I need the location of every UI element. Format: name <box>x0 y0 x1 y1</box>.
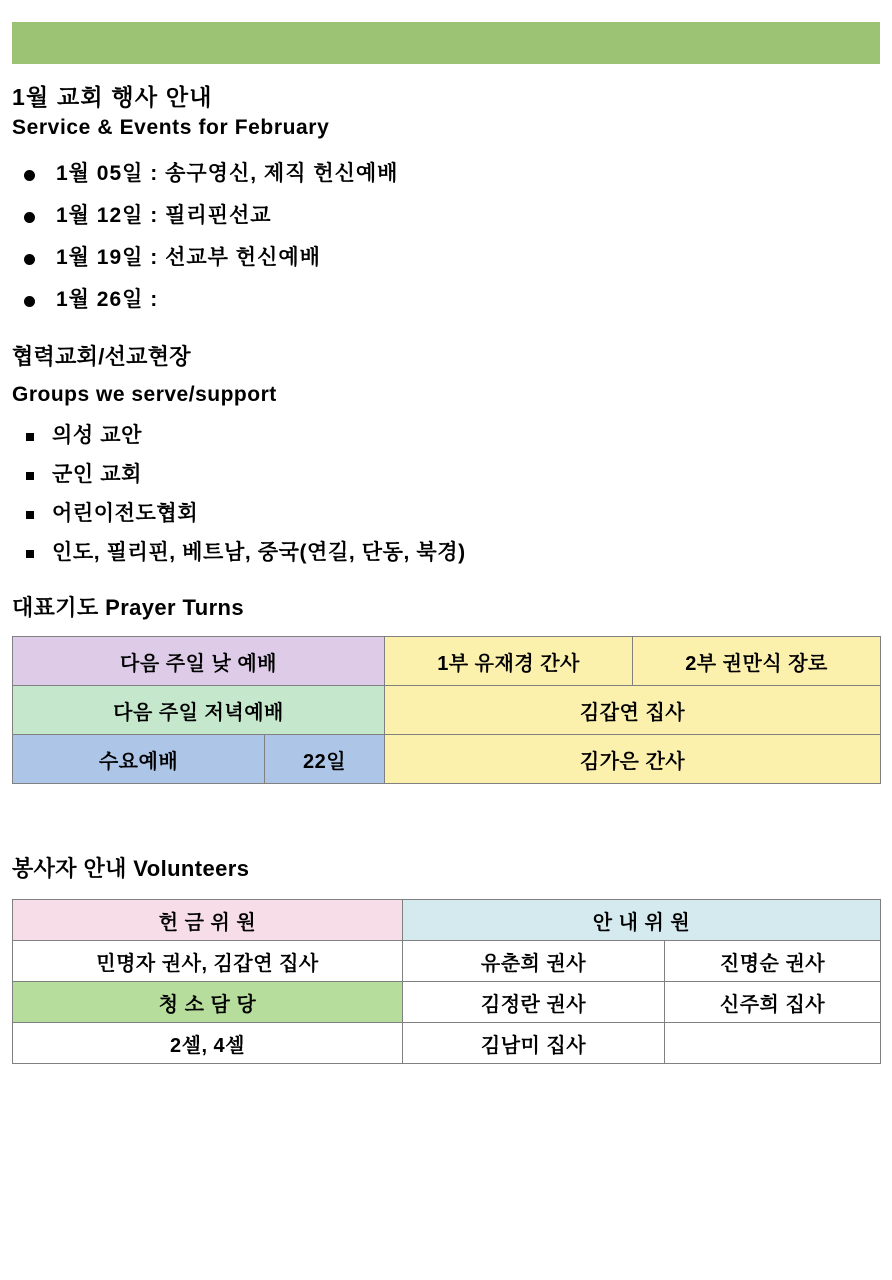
list-item <box>12 289 880 310</box>
volunteers-header-right: 안 내 위 원 <box>403 900 881 941</box>
volunteers-row2-right: 신주희 집사 <box>665 982 881 1023</box>
prayer-row2-value: 김갑연 집사 <box>385 686 881 735</box>
section-spacer <box>12 784 880 842</box>
bullet-square-icon <box>26 511 34 519</box>
table-row <box>13 686 881 735</box>
document-page <box>0 22 892 1280</box>
bullet-disc-icon <box>24 212 35 223</box>
volunteers-header-left: 헌 금 위 원 <box>13 900 403 941</box>
groups-list <box>12 425 880 563</box>
event-text: 1월 19일 : 선교부 헌신예배 <box>56 246 321 270</box>
volunteers-row3-mid: 김남미 집사 <box>403 1023 665 1064</box>
prayer-row1-cell2: 2부 권만식 장로 <box>633 637 881 686</box>
volunteers-title: 봉사자 안내 Volunteers <box>12 856 250 882</box>
group-text: 인도, 필리핀, 베트남, 중국(연길, 단동, 북경) <box>52 541 466 565</box>
volunteers-row2-left: 청 소 담 당 <box>13 982 403 1023</box>
bullet-disc-icon <box>24 254 35 265</box>
bullet-square-icon <box>26 472 34 480</box>
list-item <box>12 425 880 446</box>
list-item <box>12 205 880 226</box>
prayer-row1-cell1: 1부 유재경 간사 <box>385 637 633 686</box>
bullet-disc-icon <box>24 170 35 181</box>
group-text: 의성 교안 <box>52 424 142 448</box>
prayer-row3-value: 김가은 간사 <box>385 735 881 784</box>
table-row <box>13 941 881 982</box>
groups-title-korean: 협력교회/선교현장 <box>12 344 191 370</box>
events-list <box>12 163 880 310</box>
table-row <box>13 1023 881 1064</box>
table-row <box>13 982 881 1023</box>
bullet-square-icon <box>26 433 34 441</box>
prayer-row3-label: 수요예배 <box>13 735 265 784</box>
prayer-row3-date: 22일 <box>265 735 385 784</box>
list-item <box>12 163 880 184</box>
groups-title-english: Groups we serve/support <box>12 383 277 407</box>
events-title-english: Service & Events for February <box>12 116 330 140</box>
volunteers-row3-right <box>665 1023 881 1064</box>
volunteers-row1-left: 민명자 권사, 김갑연 집사 <box>13 941 403 982</box>
event-text: 1월 26일 : <box>56 288 159 312</box>
bullet-square-icon <box>26 550 34 558</box>
table-row <box>13 637 881 686</box>
event-text: 1월 05일 : 송구영신, 제직 헌신예배 <box>56 162 399 186</box>
prayer-turns-table <box>12 636 881 784</box>
volunteers-row1-mid: 유춘희 권사 <box>403 941 665 982</box>
bullet-disc-icon <box>24 296 35 307</box>
table-row <box>13 735 881 784</box>
events-title-korean: 1월 교회 행사 안내 <box>12 84 213 110</box>
list-item <box>12 503 880 524</box>
group-text: 어린이전도협회 <box>52 502 199 526</box>
prayer-turns-title: 대표기도 Prayer Turns <box>12 595 245 621</box>
volunteers-row1-right: 진명순 권사 <box>665 941 881 982</box>
volunteers-row2-mid: 김정란 권사 <box>403 982 665 1023</box>
table-row <box>13 900 881 941</box>
prayer-row1-label: 다음 주일 낮 예배 <box>13 637 385 686</box>
green-header-banner <box>12 22 880 64</box>
prayer-row2-label: 다음 주일 저녁예배 <box>13 686 385 735</box>
volunteers-table <box>12 899 881 1064</box>
event-text: 1월 12일 : 필리핀선교 <box>56 204 272 228</box>
group-text: 군인 교회 <box>52 463 142 487</box>
volunteers-row3-left: 2셀, 4셀 <box>13 1023 403 1064</box>
list-item <box>12 542 880 563</box>
list-item <box>12 464 880 485</box>
list-item <box>12 247 880 268</box>
